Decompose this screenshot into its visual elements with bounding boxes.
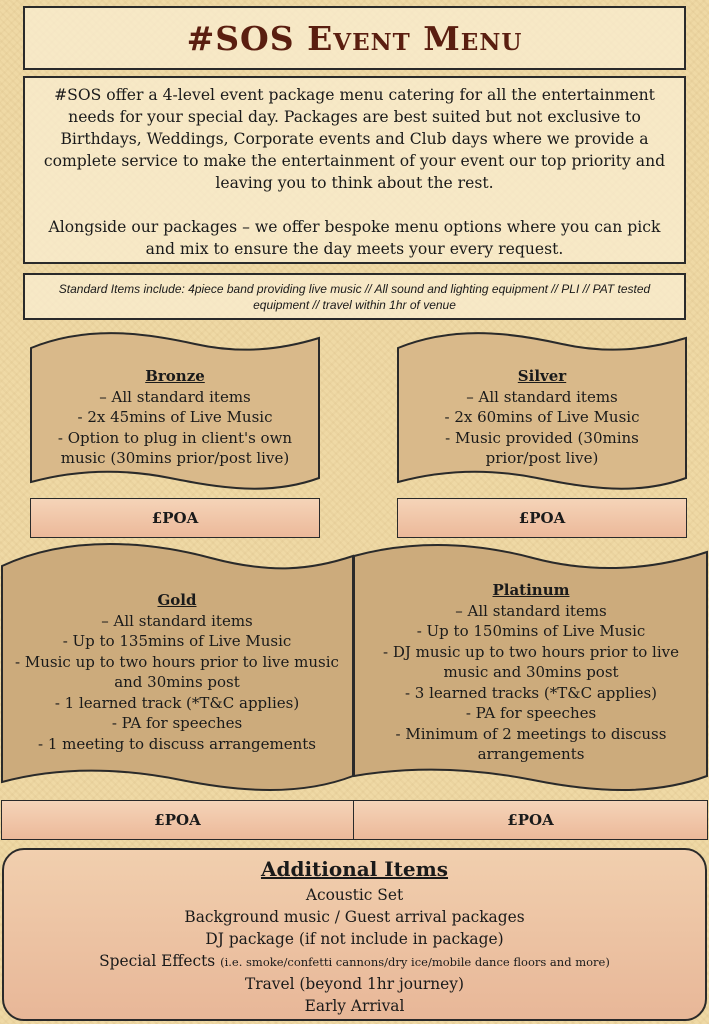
additional-item: DJ package (if not include in package): [205, 930, 504, 948]
gold-item: - PA for speeches: [111, 714, 243, 732]
platinum-item: - Minimum of 2 meetings to discuss arrangements: [395, 724, 667, 763]
special-effects-note: (i.e. smoke/confetti cannons/dry ice/mobile dance floors and more): [220, 955, 610, 969]
intro-paragraph-1: #SOS offer a 4-level event package menu catering for all the entertainment needs for your special day. Packages are best suited but not exclusive to Birthdays, Weddings, Corporate events and Club days where we provide a complete service to make the entertainment of your event our top priority and leaving you to think about the rest.: [43, 86, 666, 192]
intro-box: [23, 76, 686, 264]
page-title-box: [23, 6, 686, 70]
additional-item-special-effects: [4, 950, 705, 973]
gold-item: - Up to 135mins of Live Music: [62, 632, 292, 650]
gold-item: - 1 meeting to discuss arrangements: [38, 734, 316, 753]
standard-items-box: [23, 273, 686, 320]
bronze-price: [30, 498, 320, 538]
platinum-item: - PA for speeches: [465, 704, 597, 722]
platinum-item: - DJ music up to two hours prior to live music and 30mins post: [382, 642, 679, 681]
silver-price-text: £POA: [518, 509, 566, 527]
platinum-price: [353, 800, 708, 840]
silver-price: [397, 498, 687, 538]
platinum-price-text: £POA: [507, 811, 554, 829]
gold-item: - Music up to two hours prior to live music and 30mins post: [15, 652, 339, 691]
silver-title: Silver: [517, 367, 567, 385]
silver-item: - 2x 60mins of Live Music: [444, 408, 640, 426]
additional-item: Acoustic Set: [305, 886, 404, 904]
additional-items-heading: Additional Items: [260, 857, 449, 881]
bronze-package: [40, 366, 310, 469]
additional-item: Travel (beyond 1hr journey): [245, 975, 464, 993]
gold-package: [14, 590, 340, 754]
bronze-title: Bronze: [145, 367, 205, 385]
gold-price: [1, 800, 354, 840]
bronze-price-text: £POA: [151, 509, 199, 527]
gold-price-text: £POA: [154, 811, 201, 829]
additional-item: Early Arrival: [304, 997, 405, 1015]
special-effects-label: Special Effects: [99, 952, 216, 970]
additional-item: Background music / Guest arrival packages: [184, 908, 525, 926]
intro-paragraph-2: Alongside our packages – we offer bespoke menu options where you can pick and mix to ensure the day meets your every request.: [48, 218, 661, 258]
additional-items-box: [2, 848, 707, 1021]
standard-items-text: Standard Items include: 4piece band providing live music // All sound and lighting equipment // PLI // PAT tested equipment // travel within 1hr of venue: [58, 281, 651, 312]
silver-package: [410, 366, 674, 469]
bronze-item: - 2x 45mins of Live Music: [77, 408, 273, 426]
bronze-item: - Option to plug in client's own music (30mins prior/post live): [57, 428, 293, 467]
page-title: #SOS Event Menu: [186, 18, 523, 58]
platinum-package: [366, 580, 696, 765]
platinum-item: - Up to 150mins of Live Music: [416, 622, 646, 640]
silver-item: – All standard items: [466, 387, 618, 406]
platinum-item: – All standard items: [455, 601, 607, 620]
gold-title: Gold: [157, 591, 197, 609]
platinum-item: - 3 learned tracks (*T&C applies): [404, 683, 658, 702]
platinum-title: Platinum: [492, 581, 570, 599]
gold-item: – All standard items: [101, 611, 253, 630]
bronze-item: – All standard items: [99, 387, 251, 406]
silver-item: - Music provided (30mins prior/post live): [445, 428, 639, 467]
gold-item: - 1 learned track (*T&C applies): [54, 693, 300, 712]
